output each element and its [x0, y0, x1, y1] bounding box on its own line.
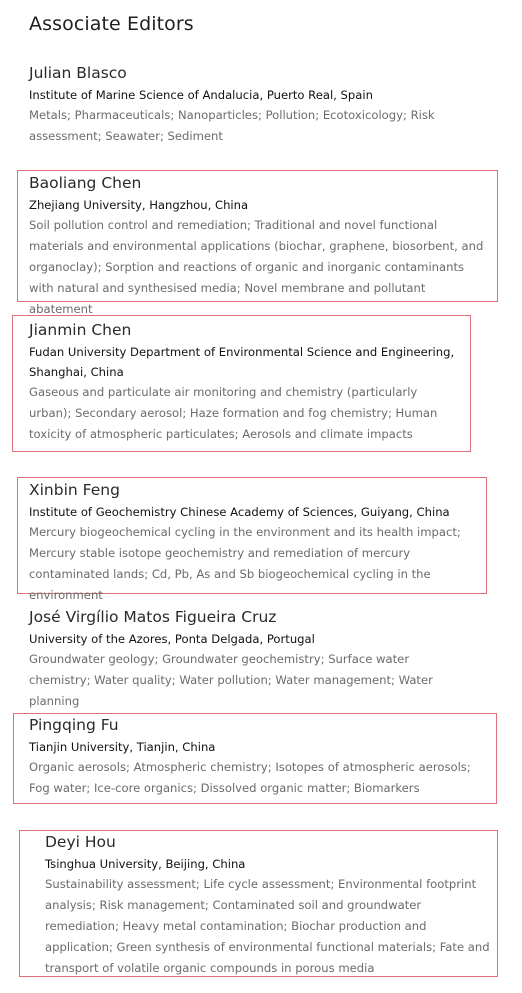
- editor-topics: Organic aerosols; Atmospheric chemistry; Isotopes of atmospheric aerosols; Fog water; Ice-core organics; Dissolved organic matter; Biomarkers: [29, 760, 471, 795]
- editor-name: Baoliang Chen: [29, 174, 142, 192]
- editor-affiliation: Tsinghua University, Beijing, China: [45, 857, 246, 871]
- editor-topics: Gaseous and particulate air monitoring and chemistry (particularly urban); Secondary aerosol; Haze formation and fog chemistry; Human toxicity of atmospheric particulates; Aerosols and climate impacts: [29, 385, 438, 441]
- editor-affiliation: Institute of Geochemistry Chinese Academy of Sciences, Guiyang, China: [29, 505, 450, 519]
- editor-entry-fu: [13, 713, 497, 804]
- editor-affiliation: Institute of Marine Science of Andalucia, Puerto Real, Spain: [29, 88, 373, 102]
- editor-topics: Mercury biogeochemical cycling in the environment and its health impact; Mercury stable isotope geochemistry and remediation of mercury contaminated lands; Cd, Pb, As and Sb biogeochemical cycling in the environment: [29, 525, 461, 602]
- editor-name: Pingqing Fu: [29, 716, 119, 734]
- editor-topics: Metals; Pharmaceuticals; Nanoparticles; Pollution; Ecotoxicology; Risk assessment; Seawater; Sediment: [29, 108, 435, 143]
- editor-topics: Soil pollution control and remediation; Traditional and novel functional materials and environmental applications (biochar, graphene, biosorbent, and organoclay); Sorption and reactions of organic and inorganic contaminants with natural and synthesised media; Novel membrane and pollutant abatement: [29, 218, 484, 316]
- editor-affiliation: Tianjin University, Tianjin, China: [29, 740, 216, 754]
- editor-entry-feng: [17, 477, 487, 602]
- editor-affiliation: Zhejiang University, Hangzhou, China: [29, 198, 249, 212]
- editor-name: Xinbin Feng: [29, 481, 120, 499]
- editor-entry-cruz: [29, 607, 461, 712]
- editor-name: Jianmin Chen: [29, 321, 132, 339]
- editor-name: Julian Blasco: [29, 64, 127, 82]
- editor-topics: Groundwater geology; Groundwater geochemistry; Surface water chemistry; Water quality; Water pollution; Water management; Water planning: [29, 652, 433, 708]
- editor-topics: Sustainability assessment; Life cycle assessment; Environmental footprint analysis; Risk management; Contaminated soil and groundwater remediation; Heavy metal contamination; Biochar production and application; Green synthesis of environmental functional materials; Fate and transport of volatile organic compounds in porous media: [45, 877, 490, 975]
- editor-affiliation: Fudan University Department of Environmental Science and Engineering, Shanghai, China: [29, 345, 455, 379]
- section-title: Associate Editors: [29, 13, 194, 35]
- editor-name: José Virgílio Matos Figueira Cruz: [29, 608, 277, 626]
- editor-entry-jianmin-chen: [12, 315, 471, 452]
- editor-entry-hou: [19, 830, 498, 977]
- editor-name: Deyi Hou: [45, 833, 116, 851]
- editor-entry-blasco: [29, 63, 449, 147]
- editor-affiliation: University of the Azores, Ponta Delgada, Portugal: [29, 632, 315, 646]
- editor-entry-baoliang-chen: [17, 170, 498, 316]
